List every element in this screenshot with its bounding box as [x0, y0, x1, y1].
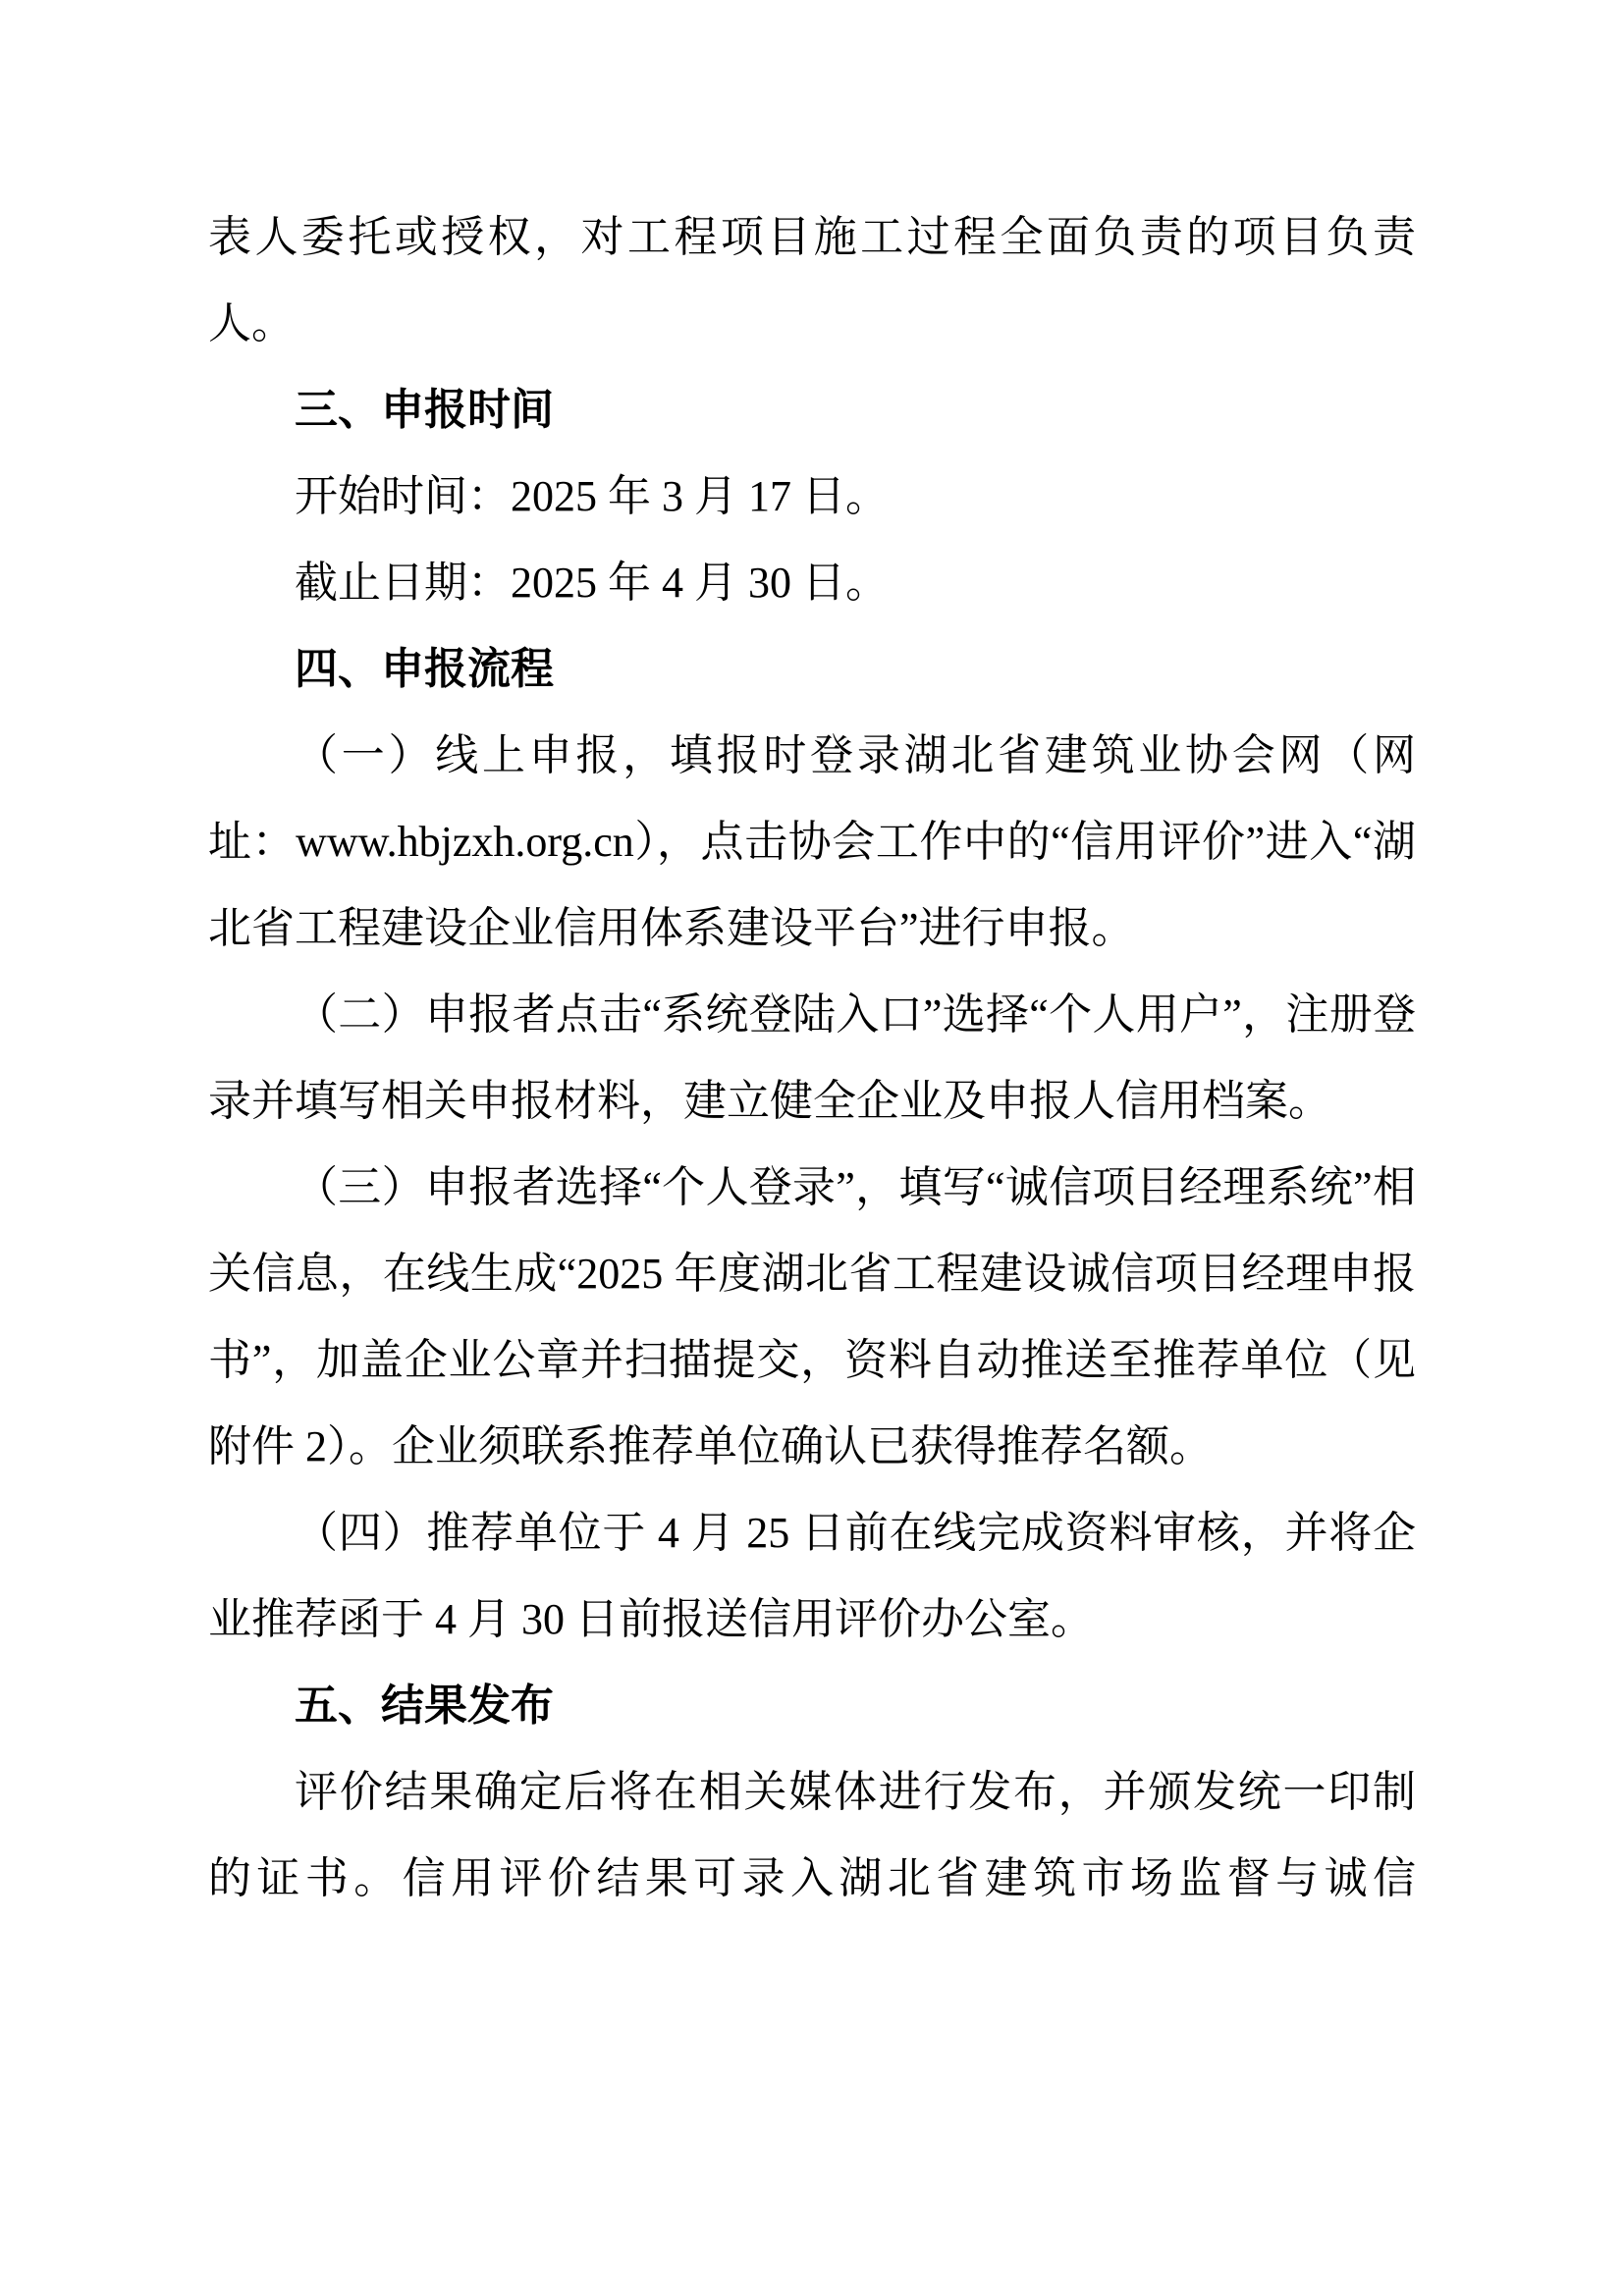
- paragraph-deadline-date: 截止日期：2025 年 4 月 30 日。: [295, 559, 889, 607]
- section-heading-result-publication: 五、结果发布: [295, 1682, 554, 1730]
- paragraph-process-step-1: （一）线上申报，填报时登录湖北省建筑业协会网（网址：www.hbjzxh.org.cn），点击协会工作中的“信用评价”进入“湖北省工程建设企业信用体系建设平台”进行申报。: [208, 731, 1416, 952]
- paragraph-process-step-3: （三）申报者选择“个人登录”，填写“诚信项目经理系统”相关信息，在线生成“2025 年度湖北省工程建设诚信项目经理申报书”，加盖企业公章并扫描提交，资料自动推送至推荐单位（见附件 2）。企业须联系推荐单位确认已获得推荐名额。: [208, 1163, 1416, 1470]
- section-heading-application-time: 三、申报时间: [295, 386, 554, 434]
- paragraph-start-date: 开始时间：2025 年 3 月 17 日。: [295, 472, 889, 520]
- section-heading-application-process: 四、申报流程: [295, 645, 554, 693]
- paragraph-process-step-2: （二）申报者点击“系统登陆入口”选择“个人用户”，注册登录并填写相关申报材料，建立健全企业及申报人信用档案。: [208, 990, 1416, 1125]
- paragraph-continuation: 表人委托或授权，对工程项目施工过程全面负责的项目负责人。: [208, 213, 1416, 347]
- paragraph-process-step-4: （四）推荐单位于 4 月 25 日前在线完成资料审核，并将企业推荐函于 4 月 30 日前报送信用评价办公室。: [208, 1509, 1416, 1643]
- paragraph-result-publication: 评价结果确定后将在相关媒体进行发布，并颁发统一印制的证书。信用评价结果可录入湖北省建筑市场监督与诚信: [208, 1768, 1416, 1902]
